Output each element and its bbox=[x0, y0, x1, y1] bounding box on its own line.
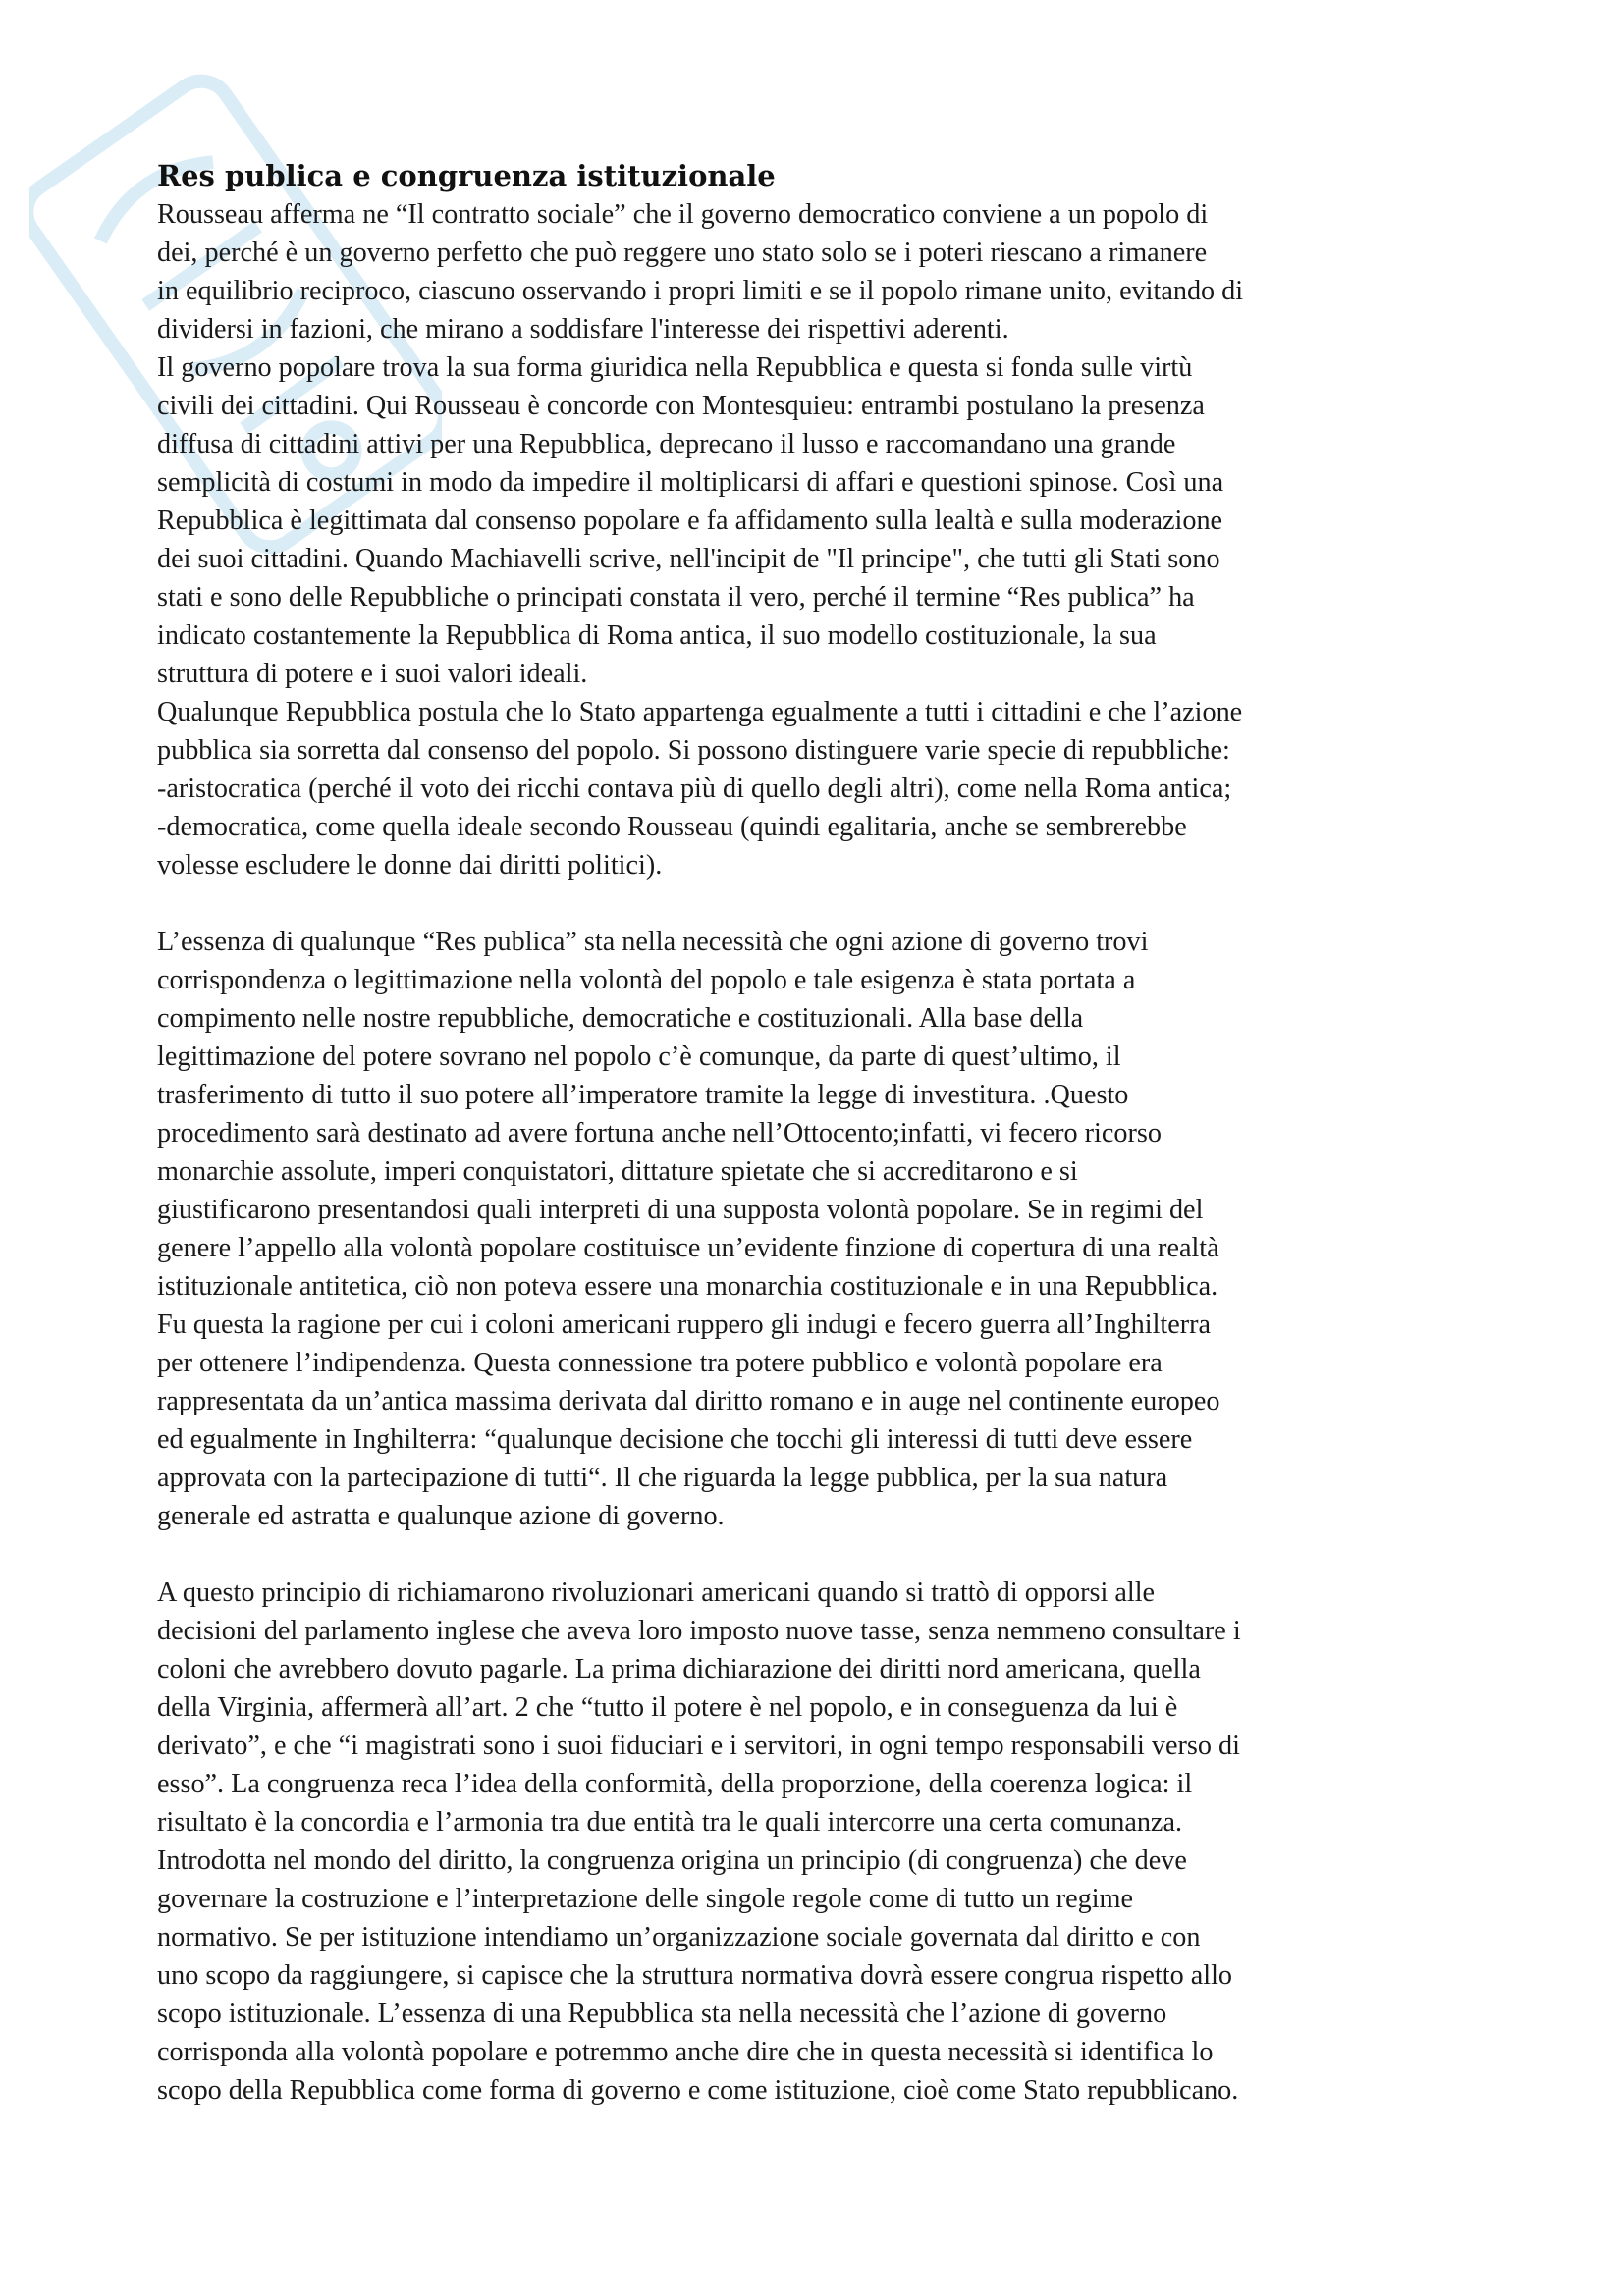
document-title: Res publica e congruenza istituzionale bbox=[157, 159, 776, 192]
paragraph-5: A questo principio di richiamarono rivoluzionari americani quando si trattò di opporsi alle decisioni del parlamento inglese che aveva loro imposto nuove tasse, senza nemmeno consultare i coloni che avrebbero dovuto pagarle. La prima dichiarazione dei diritti nord americana, quella della Virginia, affermerà all’art. 2 che “tutto il potere è nel popolo, e in conseguenza da lui è derivato”, e che “i magistrati sono i suoi fiduciari e i servitori, in ogni tempo responsabili verso di esso”. La congruenza reca l’idea della conformità, della proporzione, della coerenza logica: il risultato è la concordia e l’armonia tra due entità tra le quali intercorre una certa comunanza. Introdotta nel mondo del diritto, la congruenza origina un principio (di congruenza) che deve governare la costruzione e l’interpretazione delle singole regole come di tutto un regime normativo. Se per istituzione intendiamo un’organizzazione sociale governata dal diritto e con uno scopo da raggiungere, si capisce che la struttura normativa dovrà essere congrua rispetto allo scopo istituzionale. L’essenza di una Repubblica sta nella necessità che l’azione di governo corrisponda alla volontà popolare e potremmo anche dire che in questa necessità si identifica lo scopo della Repubblica come forma di governo e come istituzione, cioè come Stato repubblicano. bbox=[157, 1577, 1241, 2106]
paragraph-1: Rousseau afferma ne “Il contratto sociale” che il governo democratico conviene a un popolo di dei, perché è un governo perfetto che può reggere uno stato solo se i poteri riescano a rimanere in equilibrio reciproco, ciascuno osservando i propri limiti e se il popolo rimane unito, evitando di dividersi in fazioni, che mirano a soddisfare l'interesse dei rispettivi aderenti. bbox=[157, 199, 1244, 345]
paragraph-4: L’essenza di qualunque “Res publica” sta nella necessità che ogni azione di governo trovi corrispondenza o legittimazione nella volontà del popolo e tale esigenza è stata portata a compimento nelle nostre repubbliche, democratiche e costituzionali. Alla base della legittimazione del potere sovrano nel popolo c’è comunque, da parte di quest’ultimo, il trasferimento di tutto il suo potere all’imperatore tramite la legge di investitura. .Questo procedimento sarà destinato ad avere fortuna anche nell’Ottocento;infatti, vi fecero ricorso monarchie assolute, imperi conquistatori, dittature spietate che si accreditarono e si giustificarono presentandosi quali interpreti di una supposta volontà popolare. Se in regimi del genere l’appello alla volontà popolare costituisce un’evidente finzione di copertura di una realtà istituzionale antitetica, ciò non poteva essere una monarchia costituzionale e in una Repubblica. Fu questa la ragione per cui i coloni americani ruppero gli indugi e fecero guerra all’Inghilterra per ottenere l’indipendenza. Questa connessione tra potere pubblico e volontà popolare era rappresentata da un’antica massima derivata dal diritto romano e in auge nel continente europeo ed egualmente in Inghilterra: “qualunque decisione che tocchi gli interessi di tutti deve essere approvata con la partecipazione di tutti“. Il che riguarda la legge pubblica, per la sua natura generale ed astratta e qualunque azione di governo. bbox=[157, 927, 1220, 1531]
paragraph-2: Il governo popolare trova la sua forma giuridica nella Repubblica e questa si fonda sulle virtù civili dei cittadini. Qui Rousseau è concorde con Montesquieu: entrambi postulano la presenza diffusa di cittadini attivi per una Repubblica, deprecano il lusso e raccomandano una grande semplicità di costumi in modo da impedire il moltiplicarsi di affari e questioni spinose. Così una Repubblica è legittimata dal consenso popolare e fa affidamento sulla lealtà e sulla moderazione dei suoi cittadini. Quando Machiavelli scrive, nell'incipit de "Il principe", che tutti gli Stati sono stati e sono delle Repubbliche o principati constata il vero, perché il termine “Res publica” ha indicato costantemente la Repubblica di Roma antica, il suo modello costituzionale, la sua struttura di potere e i suoi valori ideali. bbox=[157, 352, 1224, 689]
document-page bbox=[157, 157, 1492, 2109]
paragraph-gap bbox=[157, 884, 1492, 923]
paragraph-3: Qualunque Repubblica postula che lo Stato appartenga egualmente a tutti i cittadini e che l’azione pubblica sia sorretta dal consenso del popolo. Si possono distinguere varie specie di repubbliche: -aristocratica (perché il voto dei ricchi contava più di quello degli altri), come nella Roma antica; -democratica, come quella ideale secondo Rousseau (quindi egalitaria, anche se sembrerebbe volesse escludere le donne dai diritti politici). bbox=[157, 697, 1243, 881]
paragraph-gap bbox=[157, 1535, 1492, 1574]
